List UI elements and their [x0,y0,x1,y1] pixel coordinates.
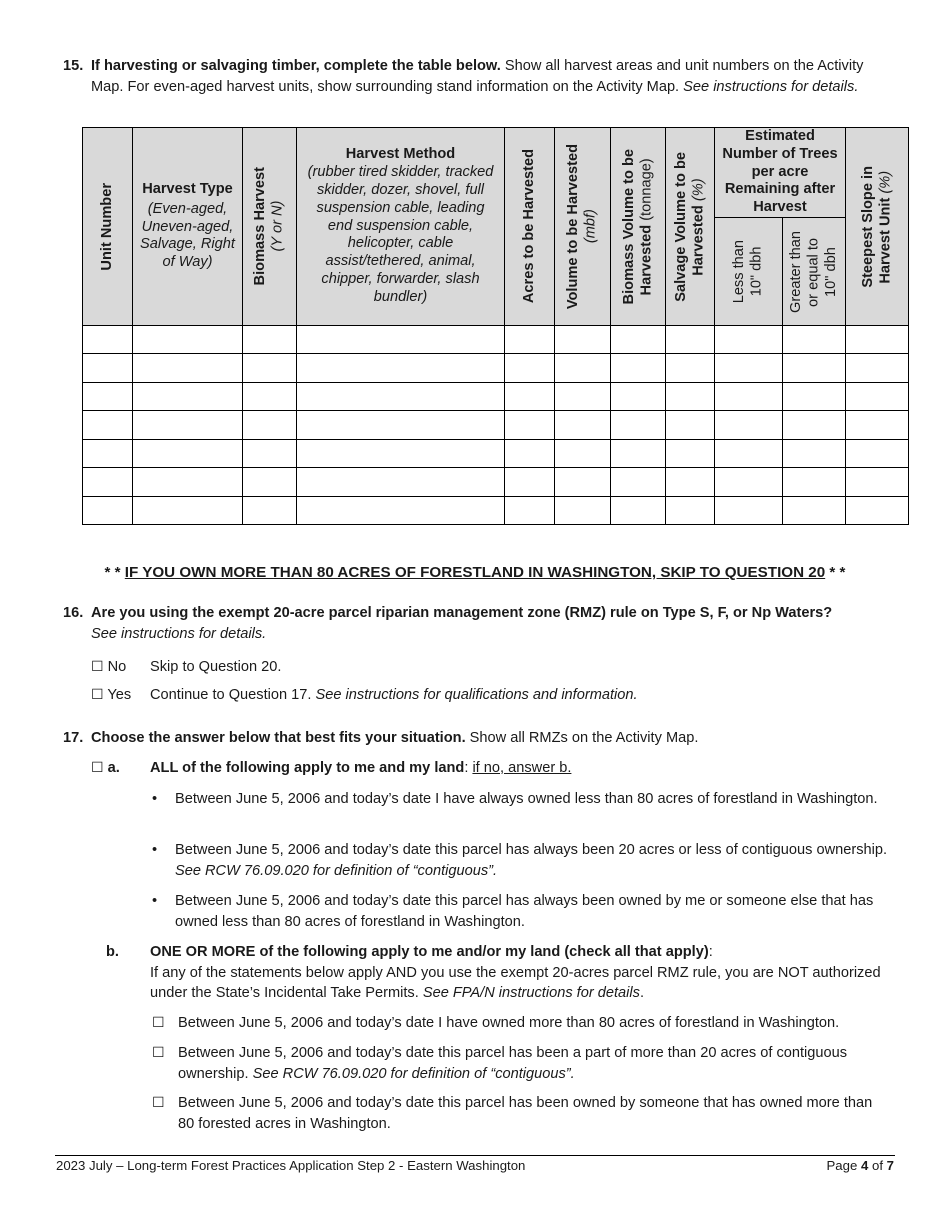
table-cell[interactable] [83,411,133,440]
table-cell[interactable] [783,411,846,440]
table-cell[interactable] [83,354,133,383]
table-cell[interactable] [505,411,555,440]
table-cell[interactable] [505,325,555,354]
table-cell[interactable] [505,496,555,525]
table-cell[interactable] [666,382,715,411]
q16-option-yes[interactable] [91,685,131,706]
q16-yes-checkbox[interactable]: ☐ [91,687,104,703]
q17b-letter: b. [106,944,119,960]
table-cell[interactable] [666,468,715,497]
skip-notice: * * IF YOU OWN MORE THAN 80 ACRES OF FORESTLAND IN WASHINGTON, SKIP TO QUESTION 20 * * [104,564,846,581]
header-biomass-harvest: Biomass Harvest (Y or N) [243,128,297,326]
table-cell[interactable] [555,411,611,440]
header-steepest-slope: Steepest Slope in Harvest Unit (%) [846,128,909,326]
table-cell[interactable] [555,468,611,497]
table-cell[interactable] [715,354,783,383]
table-cell[interactable] [666,354,715,383]
table-cell[interactable] [846,325,909,354]
table-cell[interactable] [297,468,505,497]
q17b-item-2-checkbox[interactable]: ☐ [152,1045,165,1061]
q16-lead: Are you using the exempt 20-acre parcel riparian management zone (RMZ) rule on Type S, F, or Np Waters? [91,605,833,621]
q15-body: Show all harvest areas and unit numbers on the Activity Map. For even-aged harvest units, show surrounding stand information on the Activity Map. [91,58,864,95]
table-row [83,411,909,440]
q15-lead: If harvesting or salvaging timber, complete the table below. [91,58,501,74]
table-cell[interactable] [555,496,611,525]
q16-no-text: Skip to Question 20. [150,659,282,675]
table-cell[interactable] [133,496,243,525]
table-cell[interactable] [611,354,666,383]
table-cell[interactable] [505,439,555,468]
table-cell[interactable] [715,496,783,525]
header-trees-remaining: Estimated Number of Trees per acre Remaining after Harvest [715,128,846,218]
q17-text: Choose the answer below that best fits your situation. Show all RMZs on the Activity Map. [91,730,699,746]
header-biomass-volume: Biomass Volume to be Harvested (tonnage) [611,128,666,326]
skip-notice-text: IF YOU OWN MORE THAN 80 ACRES OF FORESTLAND IN WASHINGTON, SKIP TO QUESTION 20 [124,564,826,581]
q16-yes-text: Continue to Question 17. See instructions for qualifications and information. [150,687,638,703]
q15-number: 15. [63,58,84,74]
q16-note: See instructions for details. [91,625,267,642]
table-cell[interactable] [783,382,846,411]
table-cell[interactable] [555,382,611,411]
table-cell[interactable] [83,496,133,525]
q17b-text: ONE OR MORE of the following apply to me and/or my land (check all that apply): If any of the statements below apply AND you use the exempt 20-acres parcel RMZ rule, you are NOT authorized under the State’s Incidental Take Permits. See FPA/N instructions for details. [150,944,881,1002]
q16-yes-label: Yes [107,687,132,703]
table-cell[interactable] [83,382,133,411]
table-cell[interactable] [133,325,243,354]
table-cell[interactable] [243,382,297,411]
table-cell[interactable] [505,468,555,497]
table-cell[interactable] [846,354,909,383]
table-cell[interactable] [243,411,297,440]
table-cell[interactable] [243,325,297,354]
footer-divider [55,1155,895,1156]
q17-lead: Choose the answer below that best fits your situation. [91,730,466,746]
table-cell[interactable] [715,468,783,497]
table-row [83,439,909,468]
harvest-table [82,127,909,525]
q16-no-label: No [107,659,127,675]
header-volume: Volume to be Harvested (mbf) [555,128,611,326]
bullet-icon: • [152,791,158,807]
table-cell[interactable] [297,382,505,411]
header-acres: Acres to be Harvested [505,128,555,326]
table-cell[interactable] [783,354,846,383]
q17a-option[interactable] [91,758,120,779]
table-cell[interactable] [133,439,243,468]
table-cell[interactable] [846,382,909,411]
q17a-bullet-3: Between June 5, 2006 and today’s date this parcel has always been owned by me or someone else that has owned less than 80 acres of forestland in Washington. [175,893,874,930]
q17b-item-3-text: Between June 5, 2006 and today’s date this parcel has been owned by someone that has owned more than 80 forested acres in Washington. [178,1095,873,1132]
q17a-if-no: if no, answer b. [472,760,572,776]
table-cell[interactable] [611,468,666,497]
table-cell[interactable] [783,325,846,354]
table-cell[interactable] [133,411,243,440]
table-cell[interactable] [666,411,715,440]
table-row [83,496,909,525]
table-cell[interactable] [555,354,611,383]
table-cell[interactable] [297,325,505,354]
q16-text [91,603,910,644]
header-greater-equal-10: Greater than or equal to 10" dbh [783,217,846,325]
table-cell[interactable] [505,382,555,411]
table-cell[interactable] [83,325,133,354]
table-cell[interactable] [846,468,909,497]
table-cell[interactable] [555,439,611,468]
table-cell[interactable] [297,411,505,440]
table-cell[interactable] [243,439,297,468]
table-row [83,354,909,383]
bullet-icon: • [152,893,158,909]
table-row [83,325,909,354]
q16-option-no[interactable] [91,657,126,678]
table-cell[interactable] [297,354,505,383]
table-cell[interactable] [611,496,666,525]
q17b-item-2-text: Between June 5, 2006 and today’s date this parcel has been a part of more than 20 acres of contiguous ownership. See RCW 76.09.020 for definition of “contiguous”. [178,1045,848,1082]
q17b-item-1-checkbox[interactable]: ☐ [152,1015,165,1031]
q15-text [91,56,890,97]
table-cell[interactable] [133,468,243,497]
header-unit-number: Unit Number [83,128,133,326]
q17b-item-1-text: Between June 5, 2006 and today’s date I have owned more than 80 acres of forestland in Washington. [178,1015,840,1031]
table-cell[interactable] [715,439,783,468]
header-harvest-method: Harvest Method (rubber tired skidder, tracked skidder, dozer, shovel, full suspension cable, leading end suspension cable, helicopter, cable assist/tethered, animal, chipper, forwarder, slash bundler) [297,128,505,326]
table-cell[interactable] [715,411,783,440]
table-cell[interactable] [715,325,783,354]
header-less-than-10: Less than 10" dbh [715,217,783,325]
table-cell[interactable] [783,468,846,497]
table-cell[interactable] [846,439,909,468]
table-cell[interactable] [133,382,243,411]
q17-number: 17. [63,730,84,746]
table-cell[interactable] [783,496,846,525]
table-cell[interactable] [555,325,611,354]
footer-title: 2023 July – Long-term Forest Practices Application Step 2 - Eastern Washington [56,1158,526,1173]
table-cell[interactable] [611,439,666,468]
q15-note: See instructions for details. [683,78,859,95]
table-cell[interactable] [783,439,846,468]
table-cell[interactable] [611,325,666,354]
q17a-bullet-2: Between June 5, 2006 and today’s date this parcel has always been 20 acres or less of contiguous ownership. See RCW 76.09.020 for definition of “contiguous”. [175,842,888,879]
table-cell[interactable] [297,496,505,525]
table-cell[interactable] [611,382,666,411]
q17a-letter: a. [107,760,120,776]
q17b-item-3-checkbox[interactable]: ☐ [152,1095,165,1111]
q16-number: 16. [63,605,84,621]
table-cell[interactable] [666,439,715,468]
footer-page: Page 4 of 7 [826,1158,894,1173]
table-cell[interactable] [297,439,505,468]
table-cell[interactable] [611,411,666,440]
table-cell[interactable] [666,496,715,525]
table-cell[interactable] [243,354,297,383]
table-row [83,468,909,497]
table-cell[interactable] [83,468,133,497]
q16-no-checkbox[interactable]: ☐ [91,659,104,675]
table-row [83,382,909,411]
table-cell[interactable] [83,439,133,468]
q17a-checkbox[interactable]: ☐ [91,760,104,776]
table-cell[interactable] [133,354,243,383]
table-cell[interactable] [715,382,783,411]
q17a-bullet-1: Between June 5, 2006 and today’s date I have always owned less than 80 acres of forestland in Washington. [175,791,878,807]
table-cell[interactable] [243,468,297,497]
table-cell[interactable] [846,411,909,440]
bullet-icon: • [152,842,158,858]
table-cell[interactable] [243,496,297,525]
header-harvest-type: Harvest Type (Even-aged, Uneven-aged, Salvage, Right of Way) [133,128,243,326]
header-salvage-volume: Salvage Volume to be Harvested (%) [666,128,715,326]
table-cell[interactable] [505,354,555,383]
table-cell[interactable] [846,496,909,525]
q17a-text: ALL of the following apply to me and my land: if no, answer b. [150,760,572,776]
table-cell[interactable] [666,325,715,354]
